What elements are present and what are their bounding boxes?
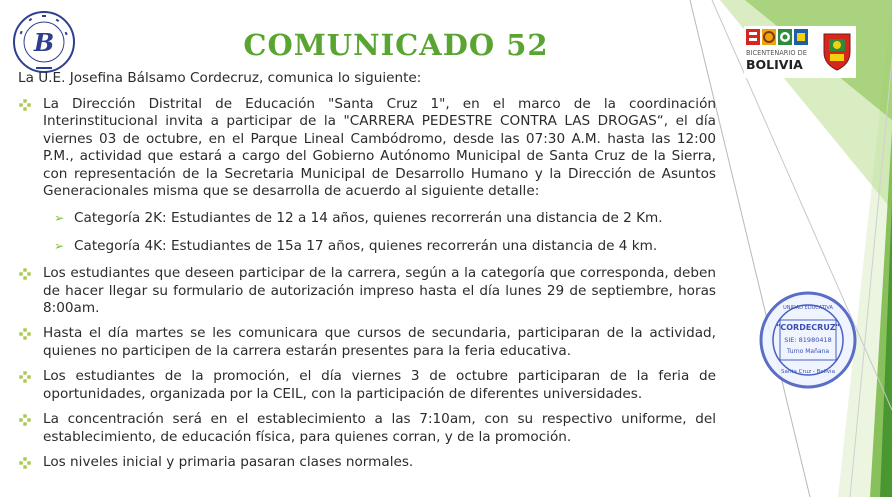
svg-text:Santa Cruz - Bolivia: Santa Cruz - Bolivia	[781, 369, 835, 375]
page-title: COMUNICADO 52	[243, 28, 549, 62]
list-item	[16, 411, 716, 446]
diamond-bullet-icon	[19, 328, 31, 340]
intro-text: La U.E. Josefina Bálsamo Cordecruz, comunica lo siguiente:	[18, 70, 422, 86]
list-item-text: Los estudiantes de la promoción, el día viernes 3 de octubre participaran de la feria de oportunidades, organizada por la CEIL, con la participación de diferentes universidades.	[43, 368, 716, 402]
list-item	[16, 454, 716, 471]
list-item-text: Hasta el día martes se les comunicara que cursos de secundaria, participaran de la actividad, quienes no participen de la carrera estarán presentes para la feria educativa.	[43, 325, 716, 359]
list-item	[16, 325, 716, 360]
diamond-bullet-icon	[19, 268, 31, 280]
announcement-body	[16, 96, 716, 479]
svg-text:Turno Mañana: Turno Mañana	[786, 348, 830, 355]
svg-text:SIE: 81980418: SIE: 81980418	[784, 336, 832, 344]
diamond-bullet-icon	[19, 457, 31, 469]
diamond-bullet-icon	[19, 414, 31, 426]
diamond-bullet-icon	[19, 371, 31, 383]
list-item	[16, 265, 716, 317]
sub-list-item-text: Categoría 2K: Estudiantes de 12 a 14 años, quienes recorrerán una distancia de 2 Km.	[74, 210, 663, 227]
svg-text:B: B	[33, 28, 55, 57]
svg-text:"CORDECRUZ": "CORDECRUZ"	[776, 323, 840, 332]
list-item	[16, 368, 716, 403]
arrow-bullet-icon: ➢	[54, 238, 65, 253]
list-item	[16, 96, 716, 200]
list-item-text: La concentración será en el establecimiento a las 7:10am, con su respectivo uniforme, del establecimiento, de educación física, para quienes corran, y de la promoción.	[43, 411, 716, 445]
list-item-text: Los niveles inicial y primaria pasaran clases normales.	[43, 453, 414, 470]
school-stamp-seal	[758, 290, 858, 390]
sub-list-item	[16, 210, 716, 227]
sub-list-item	[16, 238, 716, 255]
arrow-bullet-icon: ➢	[54, 211, 65, 226]
sub-list-item-text: Categoría 4K: Estudiantes de 15a 17 años, quienes recorrerán una distancia de 4 km.	[74, 237, 658, 254]
list-item-text: Los estudiantes que deseen participar de la carrera, según a la categoría que corresponda, deben de hacer llegar su formulario de autorización impreso hasta el día lunes 29 de septiembre, horas 8:00am.	[43, 265, 716, 317]
svg-text:BOLIVIA: BOLIVIA	[746, 57, 803, 72]
svg-text:UNIDAD EDUCATIVA: UNIDAD EDUCATIVA	[783, 305, 833, 311]
diamond-bullet-icon	[19, 99, 31, 111]
list-item-text: La Dirección Distrital de Educación "Santa Cruz 1", en el marco de la coordinación Interinstitucional invita a participar de la "CARRERA PEDESTRE CONTRA LAS DROGAS“, el día viernes 03 de octubre, en el Parque Lineal Cambódromo, desde las 07:30 A.M. hasta las 12:00 P.M., actividad que estará a cargo del Gobierno Autónomo Municipal de Santa Cruz de la Sierra, con representación de la Secretaria Municipal de Desarrollo Humano y la Dirección de Asuntos Generacionales misma que se desarrolla de acuerdo al siguiente detalle:	[43, 96, 716, 200]
svg-text:BICENTENARIO DE: BICENTENARIO DE	[746, 49, 807, 57]
